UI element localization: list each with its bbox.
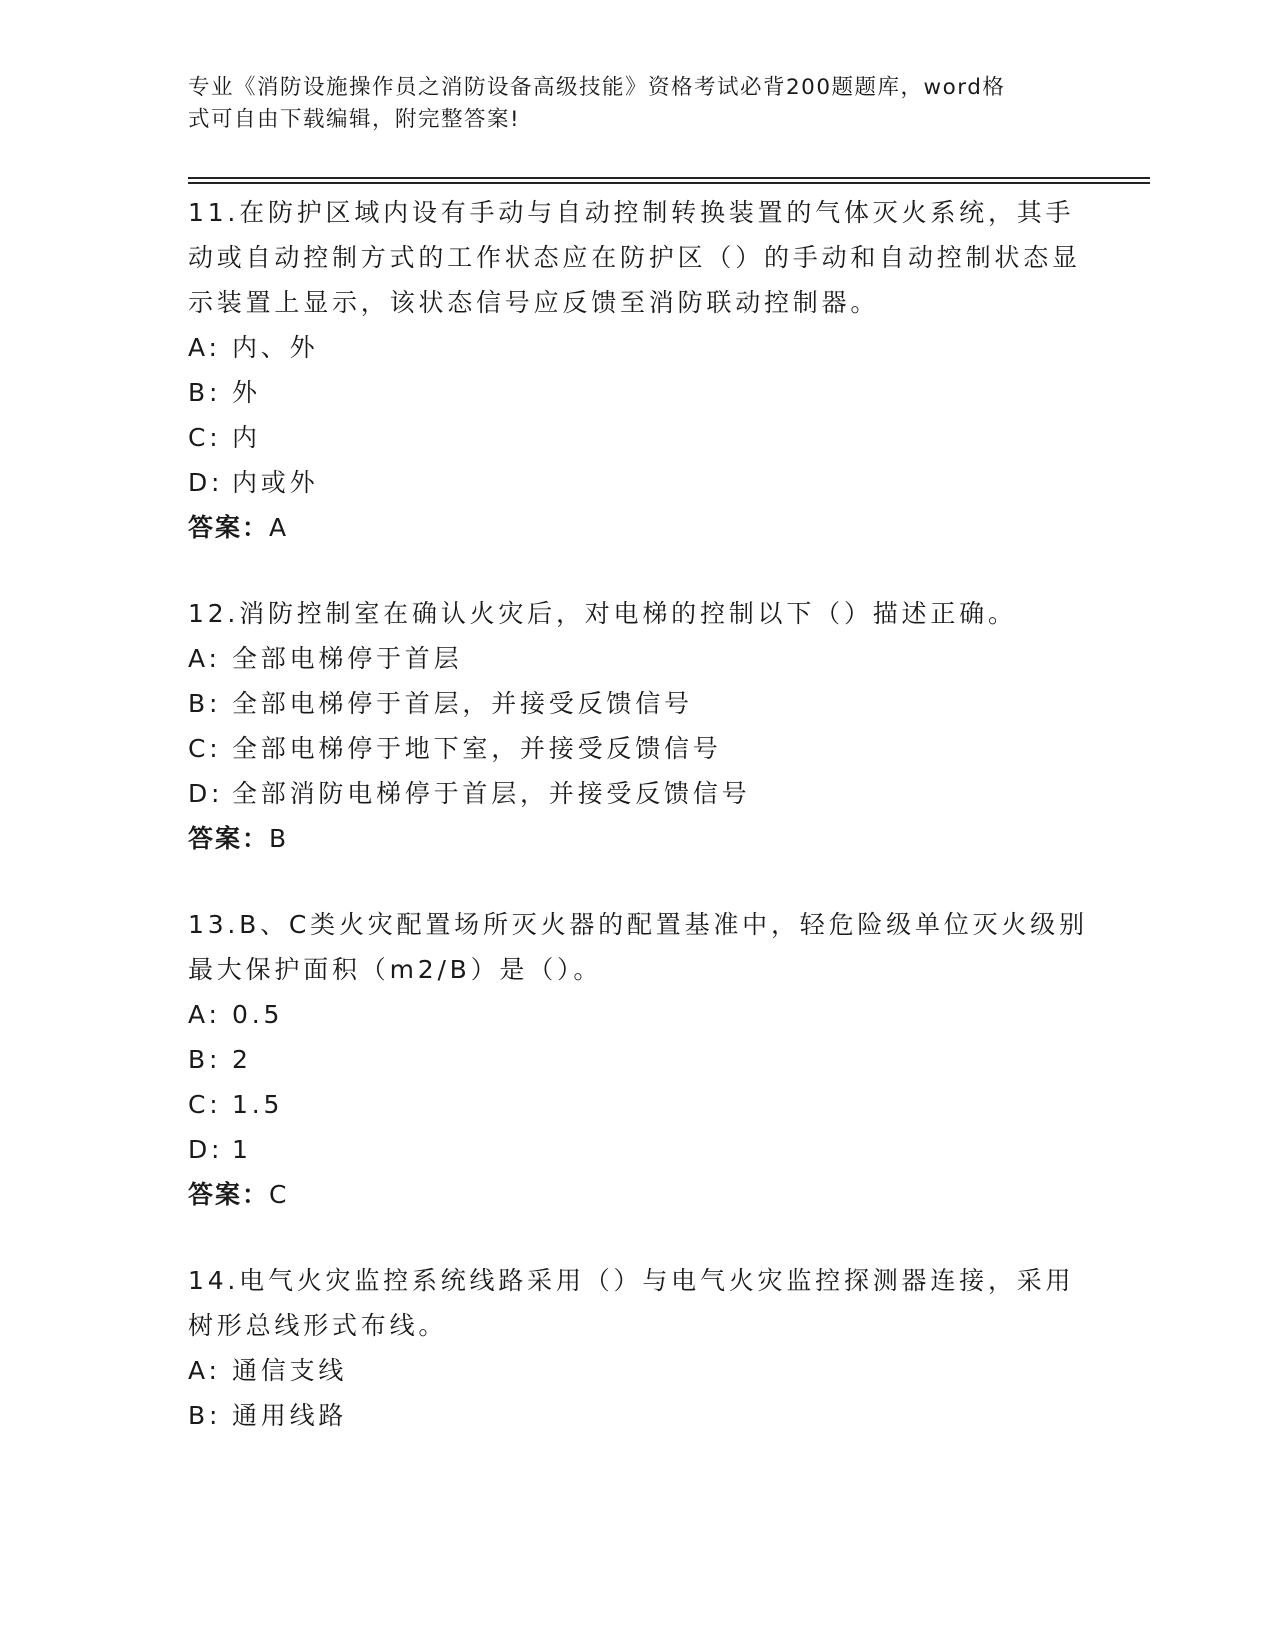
option-text: 内或外: [232, 468, 319, 497]
answer-value: C: [269, 1180, 288, 1209]
option-letter: C:: [188, 734, 222, 763]
answer-label: 答案：: [188, 513, 270, 542]
option-letter: B:: [188, 1401, 222, 1430]
option-b: [188, 370, 1088, 415]
option-a: [188, 1348, 1088, 1393]
option-letter: D:: [188, 779, 224, 808]
option-b: [188, 1037, 1088, 1082]
question-text: 13.B、C类火灾配置场所灭火器的配置基准中，轻危险级单位灭火级别最大保护面积（m2/B）是（）。: [188, 910, 1088, 984]
question-text: 12.消防控制室在确认火灾后，对电梯的控制以下（）描述正确。: [188, 599, 1017, 628]
option-letter: B:: [188, 378, 222, 407]
option-b: [188, 681, 1088, 726]
option-d: [188, 1127, 1088, 1172]
option-text: 全部电梯停于首层，并接受反馈信号: [232, 689, 693, 718]
question-item: [188, 190, 1088, 550]
option-c: [188, 726, 1088, 771]
answer-value: B: [269, 824, 288, 853]
question-item: [188, 902, 1088, 1217]
option-text: 全部消防电梯停于首层，并接受反馈信号: [232, 779, 751, 808]
option-text: 2: [232, 1045, 252, 1074]
answer-label: 答案：: [188, 824, 270, 853]
option-letter: B:: [188, 1045, 222, 1074]
header-line-2: 式可自由下载编辑，附完整答案!: [188, 107, 521, 132]
answer-line: [188, 505, 1088, 550]
question-list: [188, 190, 1088, 1479]
header-divider-bottom: [188, 182, 1150, 184]
option-letter: A:: [188, 1356, 221, 1385]
header-divider-top: [188, 177, 1150, 179]
option-d: [188, 460, 1088, 505]
option-a: [188, 325, 1088, 370]
question-text: 11.在防护区域内设有手动与自动控制转换装置的气体灭火系统，其手动或自动控制方式的工作状态应在防护区（）的手动和自动控制状态显示装置上显示，该状态信号应反馈至消防联动控制器。: [188, 198, 1081, 317]
option-text: 全部电梯停于首层: [232, 644, 463, 673]
question-text: 14.电气火灾监控系统线路采用（）与电气火灾监控探测器连接，采用树形总线形式布线。: [188, 1266, 1075, 1340]
option-text: 通用线路: [232, 1401, 348, 1430]
answer-label: 答案：: [188, 1180, 270, 1209]
option-a: [188, 636, 1088, 681]
option-letter: A:: [188, 644, 221, 673]
option-text: 内、外: [232, 333, 319, 362]
answer-line: [188, 816, 1088, 861]
document-header: [188, 72, 1088, 136]
option-text: 外: [232, 378, 261, 407]
option-text: 内: [232, 423, 261, 452]
option-letter: C:: [188, 423, 222, 452]
option-b: [188, 1393, 1088, 1438]
option-letter: A:: [188, 333, 221, 362]
option-letter: C:: [188, 1090, 222, 1119]
option-text: 通信支线: [232, 1356, 348, 1385]
answer-line: [188, 1172, 1088, 1217]
option-letter: D:: [188, 1135, 224, 1164]
option-text: 1: [232, 1135, 252, 1164]
header-line-1: 专业《消防设施操作员之消防设备高级技能》资格考试必背200题题库，word格: [188, 75, 1006, 100]
question-item: [188, 1258, 1088, 1438]
option-c: [188, 415, 1088, 460]
option-a: [188, 992, 1088, 1037]
option-letter: B:: [188, 689, 222, 718]
option-d: [188, 771, 1088, 816]
question-item: [188, 591, 1088, 861]
option-text: 全部电梯停于地下室，并接受反馈信号: [232, 734, 722, 763]
option-text: 1.5: [232, 1090, 284, 1119]
option-c: [188, 1082, 1088, 1127]
option-text: 0.5: [232, 1000, 284, 1029]
option-letter: A:: [188, 1000, 221, 1029]
option-letter: D:: [188, 468, 224, 497]
answer-value: A: [269, 513, 288, 542]
